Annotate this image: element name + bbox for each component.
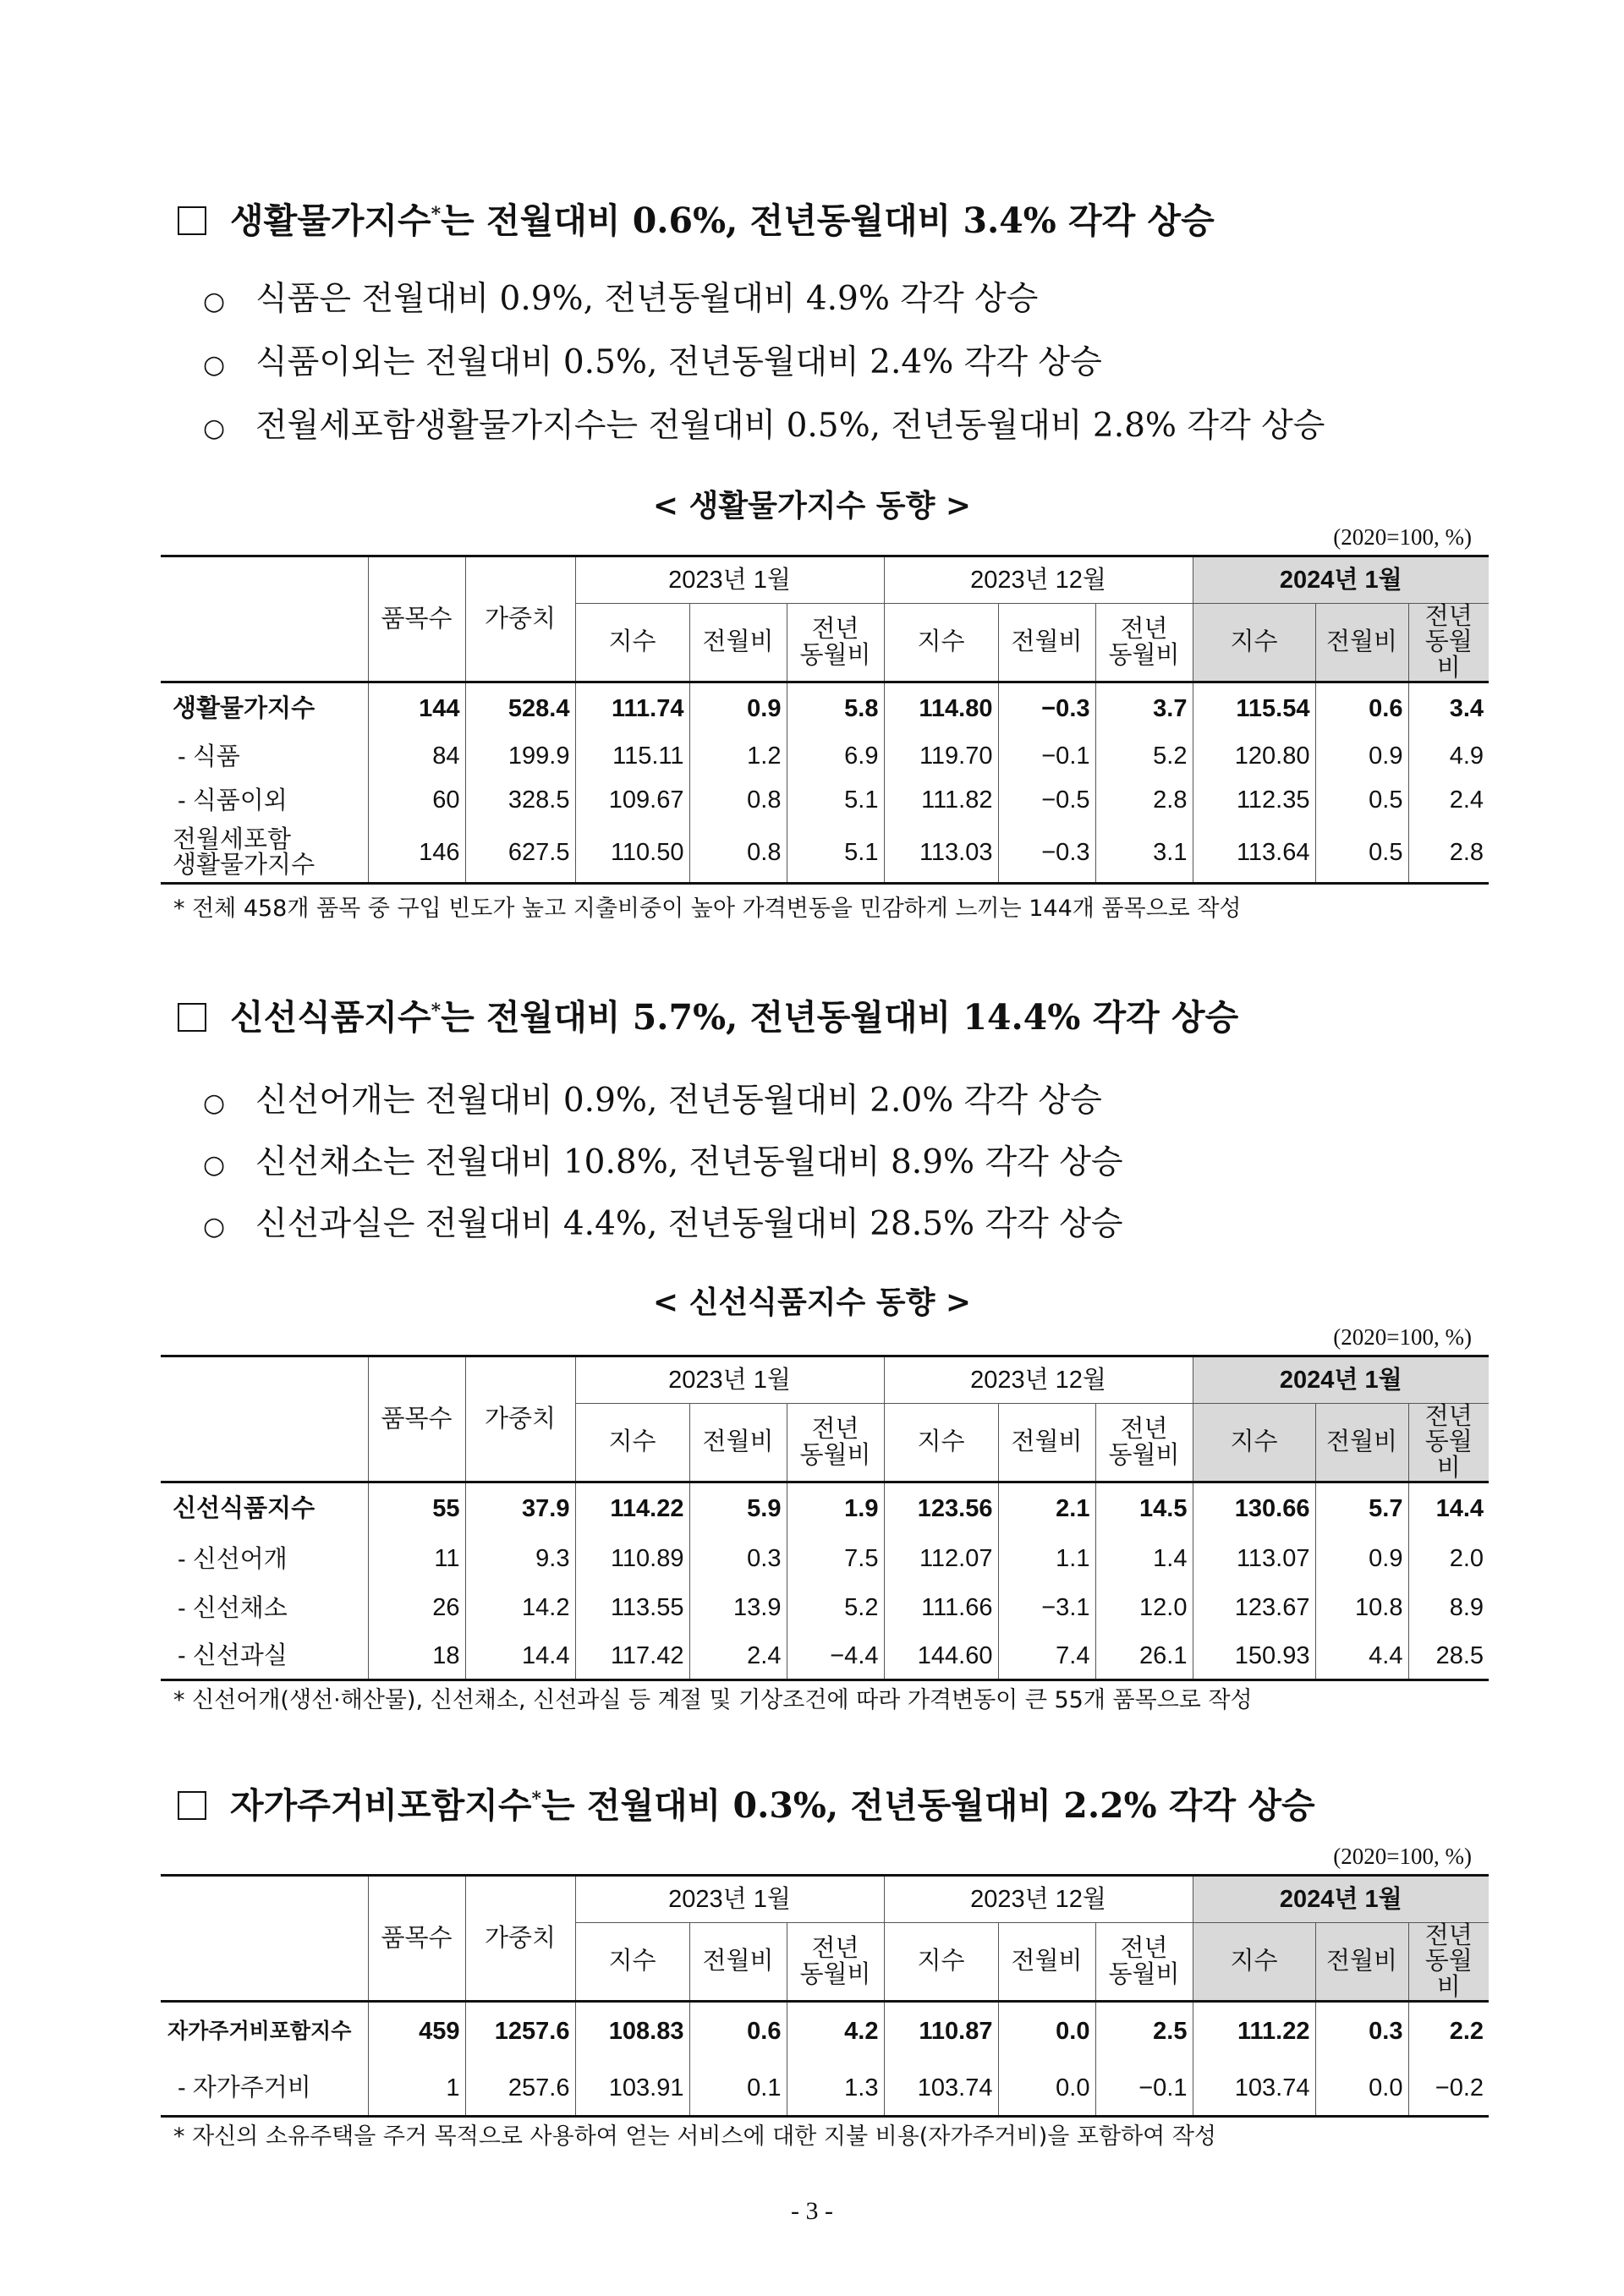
header-mom: 전월비 xyxy=(1315,1923,1408,2002)
section2-unit-label: (2020=100, %) xyxy=(1333,1324,1472,1350)
section3-table xyxy=(161,1874,1489,2118)
header-mom: 전월비 xyxy=(1315,604,1408,682)
header-blank-cell xyxy=(161,1876,368,2002)
row-label: 전월세포함 생활물가지수 xyxy=(161,823,368,884)
header-items-count: 품목수 xyxy=(368,1876,465,2002)
header-mom: 전월비 xyxy=(1315,1404,1408,1482)
table-row: - 식품 84 199.9 115.11 1.2 6.9 119.70 −0.1 5.2 120.80 0.9 4.9 xyxy=(161,735,1489,779)
header-period-current: 2024년 1월 xyxy=(1193,1876,1489,1923)
header-period: 2023년 1월 xyxy=(575,1356,884,1404)
header-weight: 가중치 xyxy=(465,1356,575,1482)
header-index: 지수 xyxy=(1193,1923,1315,2002)
header-mom: 전월비 xyxy=(689,604,787,682)
page-number: - 3 - xyxy=(791,2197,833,2225)
circle-bullet-icon: ○ xyxy=(203,287,226,316)
header-mom: 전월비 xyxy=(998,604,1095,682)
header-mom: 전월비 xyxy=(689,1404,787,1482)
circle-bullet-icon: ○ xyxy=(203,1150,226,1180)
section2-bullet: ○ 신선채소는 전월대비 10.8%, 전년동월대비 8.9% 각각 상승 xyxy=(203,1143,1123,1181)
section1-bullet: ○ 전월세포함생활물가지수는 전월대비 0.5%, 전년동월대비 2.8% 각각 상승 xyxy=(203,407,1325,445)
section1-heading: 생활물가지수*는 전월대비 0.6%, 전년동월대비 3.4% 각각 상승 xyxy=(178,193,1497,243)
header-period-current: 2024년 1월 xyxy=(1193,556,1489,604)
row-label: - 식품이외 xyxy=(178,786,288,814)
header-yoy: 전년 동월비 xyxy=(1095,1923,1193,2002)
table-row: 자가주거비포함지수 459 1257.6 108.83 0.6 4.2 110.87 0.0 2.5 111.22 0.3 2.2 xyxy=(161,2002,1489,2061)
table-row: 신선식품지수 55 37.9 114.22 5.9 1.9 123.56 2.1 14.5 130.66 5.7 14.4 xyxy=(161,1482,1489,1535)
checkbox-square-icon xyxy=(178,1003,206,1032)
section1-unit-label: (2020=100, %) xyxy=(1333,524,1472,550)
circle-bullet-icon: ○ xyxy=(203,414,226,443)
circle-bullet-icon: ○ xyxy=(203,1212,226,1241)
header-yoy: 전년 동월비 xyxy=(1095,1404,1193,1482)
header-mom: 전월비 xyxy=(998,1404,1095,1482)
table-row: - 신선채소 26 14.2 113.55 13.9 5.2 111.66 −3.1 12.0 123.67 10.8 8.9 xyxy=(161,1584,1489,1633)
header-period: 2023년 1월 xyxy=(575,556,884,604)
table-row: - 자가주거비 1 257.6 103.91 0.1 1.3 103.74 0.0 −0.1 103.74 0.0 −0.2 xyxy=(161,2061,1489,2117)
checkbox-square-icon xyxy=(178,206,206,235)
header-blank-cell xyxy=(161,1356,368,1482)
header-period: 2023년 12월 xyxy=(884,556,1193,604)
header-items-count: 품목수 xyxy=(368,556,465,682)
section2-table xyxy=(161,1355,1489,1681)
section1-bullet: ○ 식품은 전월대비 0.9%, 전년동월대비 4.9% 각각 상승 xyxy=(203,280,1039,318)
section3-heading: 자가주거비포함지수*는 전월대비 0.3%, 전년동월대비 2.2% 각각 상승 xyxy=(178,1778,1497,1827)
row-label: - 식품 xyxy=(178,743,240,770)
header-period: 2023년 1월 xyxy=(575,1876,884,1923)
header-index: 지수 xyxy=(575,1404,689,1482)
header-index: 지수 xyxy=(884,1404,998,1482)
table-row: 전월세포함 생활물가지수 146 627.5 110.50 0.8 5.1 113.03 −0.3 3.1 113.64 0.5 2.8 xyxy=(161,823,1489,884)
header-yoy: 전년 동월비 xyxy=(1095,604,1193,682)
table-row: - 식품이외 60 328.5 109.67 0.8 5.1 111.82 −0.5 2.8 112.35 0.5 2.4 xyxy=(161,779,1489,823)
row-label: - 신선어개 xyxy=(178,1545,288,1573)
header-mom: 전월비 xyxy=(998,1923,1095,2002)
header-period: 2023년 12월 xyxy=(884,1876,1193,1923)
section1-footnote: * 전체 458개 품목 중 구입 빈도가 높고 지출비중이 높아 가격변동을 민감하게 느끼는 144개 품목으로 작성 xyxy=(173,896,1242,922)
header-yoy: 전년 동월비 xyxy=(787,1923,884,2002)
header-weight: 가중치 xyxy=(465,1876,575,2002)
table-row: 생활물가지수 144 528.4 111.74 0.9 5.8 114.80 −0.3 3.7 115.54 0.6 3.4 xyxy=(161,682,1489,735)
section1-table xyxy=(161,555,1489,885)
header-period-current: 2024년 1월 xyxy=(1193,1356,1489,1404)
row-label: - 신선채소 xyxy=(178,1594,288,1622)
header-index: 지수 xyxy=(575,1923,689,2002)
section3-footnote: * 자신의 소유주택을 주거 목적으로 사용하여 얻는 서비스에 대한 지불 비용(자가주거비)을 포함하여 작성 xyxy=(173,2123,1216,2150)
header-index: 지수 xyxy=(1193,604,1315,682)
header-period: 2023년 12월 xyxy=(884,1356,1193,1404)
checkbox-square-icon xyxy=(178,1791,206,1820)
row-label: - 자가주거비 xyxy=(161,2061,368,2117)
section2-footnote: * 신선어개(생선·해산물), 신선채소, 신선과실 등 계절 및 기상조건에 따라 가격변동이 큰 55개 품목으로 작성 xyxy=(173,1687,1253,1713)
header-items-count: 품목수 xyxy=(368,1356,465,1482)
row-label: 신선식품지수 xyxy=(173,1495,315,1523)
header-index: 지수 xyxy=(1193,1404,1315,1482)
row-label: 생활물가지수 xyxy=(173,695,315,723)
section2-bullet: ○ 신선과실은 전월대비 4.4%, 전년동월대비 28.5% 각각 상승 xyxy=(203,1205,1123,1243)
section2-table-caption: < 신선식품지수 동향 > xyxy=(652,1285,972,1320)
circle-bullet-icon: ○ xyxy=(203,350,226,380)
section1-bullet: ○ 식품이외는 전월대비 0.5%, 전년동월대비 2.4% 각각 상승 xyxy=(203,343,1102,381)
circle-bullet-icon: ○ xyxy=(203,1088,226,1118)
header-index: 지수 xyxy=(575,604,689,682)
section2-bullet: ○ 신선어개는 전월대비 0.9%, 전년동월대비 2.0% 각각 상승 xyxy=(203,1082,1102,1120)
section1-table-caption: < 생활물가지수 동향 > xyxy=(652,488,972,523)
header-yoy: 전년 동월비 xyxy=(1408,604,1489,682)
table-row: - 신선어개 11 9.3 110.89 0.3 7.5 112.07 1.1 1.4 113.07 0.9 2.0 xyxy=(161,1535,1489,1584)
header-mom: 전월비 xyxy=(689,1923,787,2002)
header-yoy: 전년 동월비 xyxy=(1408,1923,1489,2002)
table-row: - 신선과실 18 14.4 117.42 2.4 −4.4 144.60 7.4 26.1 150.93 4.4 28.5 xyxy=(161,1633,1489,1680)
section2-heading: 신선식품지수*는 전월대비 5.7%, 전년동월대비 14.4% 각각 상승 xyxy=(178,989,1497,1039)
header-index: 지수 xyxy=(884,604,998,682)
section3-unit-label: (2020=100, %) xyxy=(1333,1844,1472,1869)
header-yoy: 전년 동월비 xyxy=(787,1404,884,1482)
header-index: 지수 xyxy=(884,1923,998,2002)
header-weight: 가중치 xyxy=(465,556,575,682)
row-label: 자가주거비포함지수 xyxy=(167,2019,352,2044)
row-label: - 신선과실 xyxy=(161,1633,368,1680)
header-yoy: 전년 동월비 xyxy=(1408,1404,1489,1482)
header-blank-cell xyxy=(161,556,368,682)
header-yoy: 전년 동월비 xyxy=(787,604,884,682)
